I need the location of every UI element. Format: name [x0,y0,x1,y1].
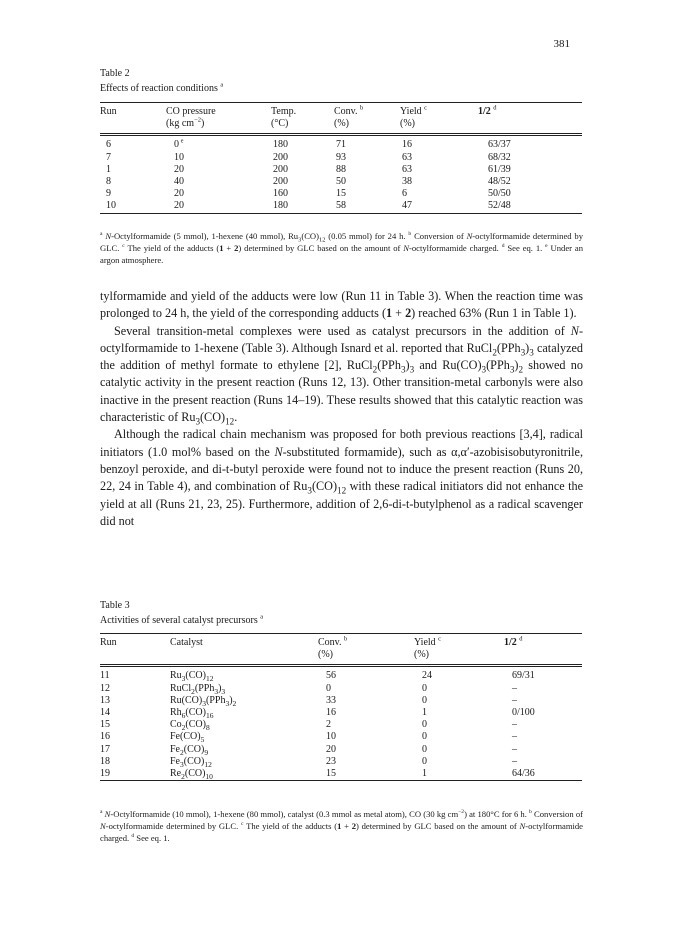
table-row [100,707,582,719]
table2-header-run: Run [100,103,166,119]
table3-cell-yield: 0 [422,682,427,694]
table2-cell-run: 7 [106,151,111,163]
table-row [100,768,582,781]
table3-cell-run: 12 [100,682,110,694]
table-row [100,200,582,213]
table2-header-row [100,103,582,119]
table3-cell-conv: 16 [326,707,336,719]
table2-cell-ratio: 61/39 [488,163,511,175]
table3-cell-conv: 33 [326,694,336,706]
table2-cell-yield: 38 [402,176,412,188]
table3-cell-catalyst: $Fe_2(CO)_9$ [170,743,209,757]
table3-cell-ratio: – [512,719,517,731]
table3-caption [100,598,263,628]
table3-cell-conv: 15 [318,768,414,781]
table2-unit-conv: (%) [334,118,400,135]
table3-cell-conv: 56 [326,670,336,682]
table2-cell-ratio: 52/48 [478,200,582,213]
table3-cell-yield: 0 [422,719,427,731]
table-row [100,666,582,683]
table-row [100,188,582,200]
table2-units-row [100,118,582,135]
table-row [100,719,582,731]
table3-cell-yield: 0 [422,694,427,706]
table2-title: Effects of reaction conditions $^a$ [100,81,224,94]
table2-footnote: $^a$ N-Octylformamide (5 mmol), 1-hexene (40 mmol), $Ru_3(CO)_{12}$ (0.05 mmol) for 24 h. $^b$ Conversion of N-octylformamide determined by GLC. $^c$ The yield of the adducts (1 + 2) determined by GLC based on the amount of N-octylformamide charged. $^d$ See eq. 1. $^e$ Under an argon atmosphere. [100,231,584,266]
table2-cell-run: 10 [100,200,166,213]
table3-cell-ratio: – [512,743,517,755]
table2-cell-conv: 93 [336,151,346,163]
table2-cell-temp: 200 [273,163,288,175]
table2-label: Table 2 [100,68,130,79]
table2-cell-ratio: 50/50 [488,188,511,200]
page-number: 381 [553,38,570,50]
body-text [100,288,583,530]
table3-cell-run: 14 [100,707,110,719]
table2-cell-conv: 88 [336,163,346,175]
table-row [100,683,582,695]
table3-header-ratio: 1/2 $^d$ [504,634,582,650]
table2-cell-conv: 50 [336,176,346,188]
table3-cell-catalyst: $Ru_3(CO)_{12}$ [170,670,214,684]
table3-header-yield: Yield $^c$ [414,634,504,650]
table2-header-ratio: 1/2 $^d$ [478,103,582,119]
table3-cell-run: 19 [100,768,170,781]
table3-cell-conv: 10 [326,731,336,743]
table3-cell-run: 16 [100,731,110,743]
table3-cell-catalyst: $Rh_6(CO)_{16}$ [170,707,214,721]
table2-cell-run: 8 [106,176,111,188]
table3-header-row [100,634,582,650]
table3-cell-catalyst: $Ru(CO)_3(PPh_3)_2$ [170,694,237,708]
table3-cell-ratio: 69/31 [512,670,535,682]
table-row [100,731,582,743]
table2-cell-conv: 15 [336,188,346,200]
table2-header-conv: Conv. $^b$ [334,103,400,119]
table3-cell-conv: 0 [326,682,331,694]
table3-cell-yield: 0 [422,731,427,743]
table-row [100,176,582,188]
table3 [100,633,582,781]
table3-cell-catalyst: $Co_2(CO)_8$ [170,719,210,733]
table2-cell-co: 0 $^e$ [174,138,184,151]
table2-cell-temp: 180 [273,139,288,151]
table2-cell-ratio: 68/32 [488,151,511,163]
table2-cell-yield: 47 [400,200,478,213]
table3-cell-ratio: 64/36 [504,768,582,781]
table3-cell-run: 15 [100,719,110,731]
table2-cell-yield: 63 [402,151,412,163]
table2-header-yield: Yield $^c$ [400,103,478,119]
table2-cell-co: 20 [174,163,184,175]
table3-cell-catalyst: $RuCl_2(PPh_3)_3$ [170,682,226,696]
table2-cell-ratio: 63/37 [488,139,511,151]
table2-cell-yield: 16 [402,139,412,151]
table2-cell-temp: 160 [273,188,288,200]
table3-cell-conv: 2 [326,719,331,731]
body-paragraph-1: tylformamide and yield of the adducts were low (Run 11 in Table 3). When the reaction time was prolonged to 24 h, the yield of the corresponding adducts (1 + 2) reached 63% (Run 1 in Table 1). [100,289,583,321]
table2-cell-temp: 180 [271,200,334,213]
table2-cell-ratio: 48/52 [488,176,511,188]
table2-cell-co: 20 [174,188,184,200]
table-row [100,756,582,768]
table2-cell-run: 1 [106,163,111,175]
table-row [100,695,582,707]
table3-header-catalyst: Catalyst [170,634,318,650]
table3-cell-ratio: 0/100 [512,707,535,719]
table3-cell-ratio: – [512,755,517,767]
table-row [100,164,582,176]
table2-cell-conv: 58 [334,200,400,213]
table3-cell-yield: 1 [422,707,427,719]
table3-cell-run: 17 [100,743,110,755]
table3-units-row [100,649,582,666]
table3-cell-ratio: – [512,694,517,706]
table2-header-co: CO pressure [166,103,271,119]
table2-unit-yield: (%) [400,118,478,135]
table3-unit-conv: (%) [318,649,414,666]
table3-cell-ratio: – [512,731,517,743]
table3-unit-yield: (%) [414,649,504,666]
table3-title: Activities of several catalyst precursors $^a$ [100,613,264,626]
table2-cell-temp: 200 [273,151,288,163]
table3-header-conv: Conv. $^b$ [318,634,414,650]
table3-cell-catalyst: $Re_2(CO)_{10}$ [170,768,318,781]
table-row [100,744,582,756]
table2-cell-yield: 63 [402,163,412,175]
table2 [100,102,582,214]
table3-cell-run: 11 [100,670,110,682]
table2-cell-run: 6 [106,139,111,151]
table3-cell-ratio: – [512,682,517,694]
table-row [100,135,582,152]
body-paragraph-3: Although the radical chain mechanism was proposed for both previous reactions [3,4], radical initiators (1.0 mol% based on the N-substituted formamide), such as α,α′-azobisisobutyronitrile, benzoyl peroxide, and di-t-butyl peroxide were found not to induce the present reaction (Runs 20, 22, 24 in Table 4), and combination of $Ru_3(CO)_{12}$ with these radical initiators did not enhance the yield at all (Runs 21, 23, 25). Furthermore, addition of 2,6-di-t-butylphenol as a radical scavenger did not [100,427,583,528]
table3-cell-conv: 20 [326,743,336,755]
table2-cell-temp: 200 [273,176,288,188]
table3-cell-catalyst: $Fe(CO)_5$ [170,731,205,745]
table2-unit-temp: (°C) [271,118,334,135]
table3-header-run: Run [100,634,170,650]
table2-cell-co: 20 [166,200,271,213]
table2-header-temp: Temp. [271,103,334,119]
table3-cell-run: 13 [100,694,110,706]
table2-unit-co: (kg $cm^{-2}$) [166,118,271,135]
table3-footnote: $^a$ N-Octylformamide (10 mmol), 1-hexene (80 mmol), catalyst (0.3 mmol as metal atom), CO (30 kg $cm^{-2}$) at 180°C for 6 h. $^b$ Conversion of N-octylformamide determined by GLC. $^c$ The yield of the adducts (1 + 2) determined by GLC based on the amount of N-octylformamide charged. $^d$ See eq. 1. [100,809,583,844]
table3-cell-yield: 1 [414,768,504,781]
table2-caption [100,66,223,96]
table3-label: Table 3 [100,600,130,611]
table2-cell-conv: 71 [336,139,346,151]
table2-cell-run: 9 [106,188,111,200]
table3-cell-yield: 24 [422,670,432,682]
table-row [100,152,582,164]
table3-cell-conv: 23 [326,755,336,767]
body-paragraph-2: Several transition-metal complexes were used as catalyst precursors in the addition of N-octylformamide to 1-hexene (Table 3). Although Isnard et al. reported that $RuCl_2(PPh_3)_3$ catalyzed the addition of methyl formate to ethylene [2], $RuCl_2(PPh_3)_3$ and $Ru(CO)_3(PPh_3)_2$ showed no catalytic activity in the present reaction (Runs 12, 13). Other transition-metal carbonyls were also inactive in the present reaction (Runs 14–19). These results showed that this catalytic reaction was characteristic of $Ru_3(CO)_{12}$. [100,323,583,427]
table2-cell-co: 10 [174,151,184,163]
table3-cell-yield: 0 [422,743,427,755]
table3-cell-run: 18 [100,755,110,767]
table2-cell-yield: 6 [402,188,407,200]
table2-cell-co: 40 [174,176,184,188]
table3-cell-yield: 0 [422,755,427,767]
table3-cell-catalyst: $Fe_3(CO)_{12}$ [170,755,212,769]
